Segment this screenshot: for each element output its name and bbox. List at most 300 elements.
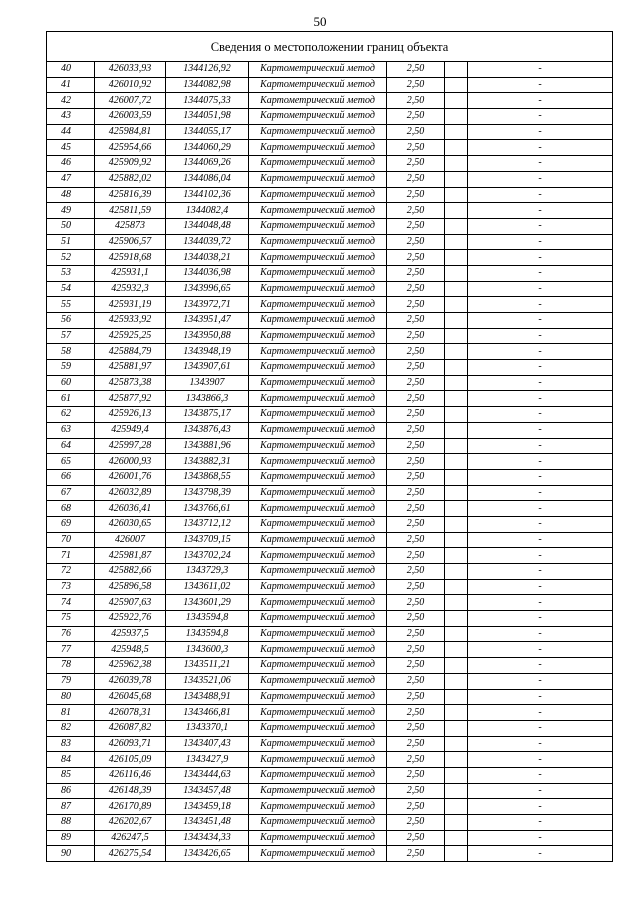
coordinate-y: 1343882,31 [166,454,249,470]
empty-cell [445,313,468,329]
note: - [468,720,613,736]
point-number: 65 [47,454,95,470]
accuracy: 2,50 [387,265,445,281]
point-number: 59 [47,360,95,376]
determination-method: Картометрический метод [249,171,387,187]
empty-cell [445,720,468,736]
table-row [47,407,613,423]
accuracy: 2,50 [387,454,445,470]
coordinate-y: 1343875,17 [166,407,249,423]
accuracy: 2,50 [387,203,445,219]
determination-method: Картометрический метод [249,407,387,423]
point-number: 77 [47,642,95,658]
point-number: 54 [47,281,95,297]
empty-cell [445,375,468,391]
coordinate-y: 1343466,81 [166,705,249,721]
coordinate-y: 1343611,02 [166,579,249,595]
point-number: 53 [47,265,95,281]
point-number: 69 [47,516,95,532]
coordinate-y: 1343950,88 [166,328,249,344]
determination-method: Картометрический метод [249,187,387,203]
determination-method: Картометрический метод [249,736,387,752]
note: - [468,454,613,470]
accuracy: 2,50 [387,846,445,862]
coordinate-y: 1343907 [166,375,249,391]
point-number: 56 [47,313,95,329]
table-row [47,548,613,564]
table-row [47,705,613,721]
coordinate-y: 1344086,04 [166,171,249,187]
table-row [47,438,613,454]
note: - [468,611,613,627]
accuracy: 2,50 [387,297,445,313]
empty-cell [445,124,468,140]
determination-method: Картометрический метод [249,595,387,611]
accuracy: 2,50 [387,407,445,423]
accuracy: 2,50 [387,93,445,109]
accuracy: 2,50 [387,579,445,595]
table-row [47,469,613,485]
note: - [468,673,613,689]
empty-cell [445,77,468,93]
determination-method: Картометрический метод [249,767,387,783]
note: - [468,846,613,862]
coordinate-x: 425906,57 [95,234,166,250]
point-number: 70 [47,532,95,548]
point-number: 64 [47,438,95,454]
accuracy: 2,50 [387,328,445,344]
coordinate-y: 1344075,33 [166,93,249,109]
coordinate-y: 1343594,8 [166,611,249,627]
note: - [468,109,613,125]
empty-cell [445,501,468,517]
coordinate-x: 425909,92 [95,156,166,172]
accuracy: 2,50 [387,77,445,93]
determination-method: Картометрический метод [249,626,387,642]
coordinate-x: 426001,76 [95,469,166,485]
note: - [468,485,613,501]
coordinate-x: 425873 [95,218,166,234]
determination-method: Картометрический метод [249,501,387,517]
note: - [468,689,613,705]
table-row [47,501,613,517]
coordinate-x: 425925,25 [95,328,166,344]
empty-cell [445,109,468,125]
note: - [468,297,613,313]
point-number: 88 [47,815,95,831]
table-row [47,611,613,627]
empty-cell [445,532,468,548]
empty-cell [445,344,468,360]
accuracy: 2,50 [387,673,445,689]
table-row [47,720,613,736]
determination-method: Картометрический метод [249,109,387,125]
empty-cell [445,328,468,344]
coordinate-y: 1343457,48 [166,783,249,799]
determination-method: Картометрический метод [249,203,387,219]
determination-method: Картометрический метод [249,752,387,768]
empty-cell [445,234,468,250]
empty-cell [445,642,468,658]
coordinate-y: 1344039,72 [166,234,249,250]
coordinate-x: 425918,68 [95,250,166,266]
accuracy: 2,50 [387,548,445,564]
determination-method: Картометрический метод [249,815,387,831]
empty-cell [445,846,468,862]
table-row [47,752,613,768]
note: - [468,642,613,658]
point-number: 73 [47,579,95,595]
coordinate-x: 425962,38 [95,658,166,674]
determination-method: Картометрический метод [249,438,387,454]
empty-cell [445,564,468,580]
note: - [468,344,613,360]
table-row [47,830,613,846]
note: - [468,595,613,611]
point-number: 52 [47,250,95,266]
table-row [47,156,613,172]
empty-cell [445,297,468,313]
determination-method: Картометрический метод [249,611,387,627]
point-number: 76 [47,626,95,642]
table-row [47,658,613,674]
coordinate-x: 425937,5 [95,626,166,642]
accuracy: 2,50 [387,767,445,783]
note: - [468,281,613,297]
determination-method: Картометрический метод [249,830,387,846]
coordinate-x: 426275,54 [95,846,166,862]
note: - [468,532,613,548]
coordinate-y: 1343881,96 [166,438,249,454]
coordinate-x: 425877,92 [95,391,166,407]
note: - [468,548,613,564]
coordinate-y: 1343729,3 [166,564,249,580]
point-number: 41 [47,77,95,93]
point-number: 58 [47,344,95,360]
determination-method: Картометрический метод [249,846,387,862]
coordinate-y: 1343434,33 [166,830,249,846]
empty-cell [445,469,468,485]
empty-cell [445,265,468,281]
point-number: 47 [47,171,95,187]
coordinate-x: 426007,72 [95,93,166,109]
table-row [47,265,613,281]
determination-method: Картометрический метод [249,77,387,93]
empty-cell [445,93,468,109]
accuracy: 2,50 [387,187,445,203]
table-row [47,109,613,125]
coordinate-y: 1343798,39 [166,485,249,501]
determination-method: Картометрический метод [249,313,387,329]
accuracy: 2,50 [387,156,445,172]
point-number: 62 [47,407,95,423]
point-number: 51 [47,234,95,250]
coordinate-x: 426010,92 [95,77,166,93]
coordinate-y: 1343951,47 [166,313,249,329]
empty-cell [445,658,468,674]
point-number: 48 [47,187,95,203]
note: - [468,234,613,250]
note: - [468,658,613,674]
accuracy: 2,50 [387,391,445,407]
table-row [47,313,613,329]
coordinate-y: 1343972,71 [166,297,249,313]
accuracy: 2,50 [387,375,445,391]
accuracy: 2,50 [387,689,445,705]
coordinate-x: 426247,5 [95,830,166,846]
accuracy: 2,50 [387,469,445,485]
coordinate-x: 425882,02 [95,171,166,187]
note: - [468,187,613,203]
determination-method: Картометрический метод [249,658,387,674]
note: - [468,626,613,642]
table-row [47,454,613,470]
empty-cell [445,281,468,297]
table-row [47,516,613,532]
empty-cell [445,736,468,752]
note: - [468,767,613,783]
coordinate-x: 425881,97 [95,360,166,376]
table-row [47,93,613,109]
coordinate-y: 1343511,21 [166,658,249,674]
coordinate-x: 426007 [95,532,166,548]
empty-cell [445,626,468,642]
note: - [468,218,613,234]
determination-method: Картометрический метод [249,250,387,266]
table-row [47,281,613,297]
coordinate-x: 425933,92 [95,313,166,329]
note: - [468,203,613,219]
coordinate-x: 426170,89 [95,799,166,815]
coordinate-x: 425954,66 [95,140,166,156]
point-number: 79 [47,673,95,689]
table-row [47,485,613,501]
determination-method: Картометрический метод [249,360,387,376]
table-row [47,391,613,407]
empty-cell [445,595,468,611]
accuracy: 2,50 [387,815,445,831]
table-body [47,62,613,862]
point-number: 46 [47,156,95,172]
table-row [47,234,613,250]
determination-method: Картометрический метод [249,297,387,313]
point-number: 43 [47,109,95,125]
point-number: 85 [47,767,95,783]
determination-method: Картометрический метод [249,62,387,78]
table-row [47,344,613,360]
coordinate-y: 1343370,1 [166,720,249,736]
determination-method: Картометрический метод [249,265,387,281]
table-row [47,77,613,93]
determination-method: Картометрический метод [249,281,387,297]
table-row [47,689,613,705]
coordinate-x: 425997,28 [95,438,166,454]
table-row [47,171,613,187]
note: - [468,375,613,391]
point-number: 63 [47,422,95,438]
accuracy: 2,50 [387,62,445,78]
empty-cell [445,407,468,423]
accuracy: 2,50 [387,783,445,799]
empty-cell [445,250,468,266]
coordinate-x: 426033,93 [95,62,166,78]
point-number: 71 [47,548,95,564]
coordinate-y: 1343600,3 [166,642,249,658]
coordinate-x: 426105,09 [95,752,166,768]
empty-cell [445,62,468,78]
accuracy: 2,50 [387,313,445,329]
coordinate-y: 1343866,3 [166,391,249,407]
coordinate-x: 426039,78 [95,673,166,689]
accuracy: 2,50 [387,218,445,234]
table-row [47,203,613,219]
determination-method: Картометрический метод [249,375,387,391]
point-number: 61 [47,391,95,407]
table-row [47,360,613,376]
point-number: 55 [47,297,95,313]
coordinate-y: 1343407,43 [166,736,249,752]
table-row [47,297,613,313]
table-row [47,783,613,799]
table-row [47,124,613,140]
accuracy: 2,50 [387,532,445,548]
table-row [47,799,613,815]
note: - [468,469,613,485]
coordinate-y: 1343702,24 [166,548,249,564]
empty-cell [445,218,468,234]
empty-cell [445,673,468,689]
determination-method: Картометрический метод [249,720,387,736]
empty-cell [445,799,468,815]
coordinate-x: 425811,59 [95,203,166,219]
point-number: 86 [47,783,95,799]
point-number: 40 [47,62,95,78]
note: - [468,360,613,376]
table-row [47,328,613,344]
accuracy: 2,50 [387,642,445,658]
empty-cell [445,767,468,783]
accuracy: 2,50 [387,720,445,736]
note: - [468,830,613,846]
coordinate-y: 1344082,98 [166,77,249,93]
table-row [47,218,613,234]
determination-method: Картометрический метод [249,516,387,532]
coordinate-x: 426148,39 [95,783,166,799]
coordinate-x: 425931,1 [95,265,166,281]
coordinate-y: 1343451,48 [166,815,249,831]
accuracy: 2,50 [387,438,445,454]
empty-cell [445,548,468,564]
coordinate-x: 425926,13 [95,407,166,423]
page-number: 50 [313,14,327,29]
coordinate-y: 1344126,92 [166,62,249,78]
accuracy: 2,50 [387,564,445,580]
coordinate-x: 426030,65 [95,516,166,532]
accuracy: 2,50 [387,658,445,674]
note: - [468,156,613,172]
empty-cell [445,156,468,172]
coordinate-x: 425882,66 [95,564,166,580]
empty-cell [445,360,468,376]
note: - [468,391,613,407]
point-number: 68 [47,501,95,517]
empty-cell [445,438,468,454]
coordinate-y: 1344036,98 [166,265,249,281]
coordinate-x: 426032,89 [95,485,166,501]
empty-cell [445,783,468,799]
coordinate-y: 1343876,43 [166,422,249,438]
accuracy: 2,50 [387,501,445,517]
determination-method: Картометрический метод [249,422,387,438]
point-number: 84 [47,752,95,768]
note: - [468,438,613,454]
note: - [468,736,613,752]
determination-method: Картометрический метод [249,579,387,595]
note: - [468,140,613,156]
coordinate-x: 426087,82 [95,720,166,736]
note: - [468,705,613,721]
coordinate-y: 1344038,21 [166,250,249,266]
note: - [468,250,613,266]
empty-cell [445,140,468,156]
coordinate-y: 1343907,61 [166,360,249,376]
table-row [47,736,613,752]
determination-method: Картометрический метод [249,548,387,564]
coordinate-x: 425984,81 [95,124,166,140]
coordinate-x: 425931,19 [95,297,166,313]
coordinate-x: 426003,59 [95,109,166,125]
coordinate-y: 1343766,61 [166,501,249,517]
determination-method: Картометрический метод [249,564,387,580]
coordinate-y: 1343427,9 [166,752,249,768]
coordinate-x: 425949,4 [95,422,166,438]
point-number: 72 [47,564,95,580]
table-title-row [47,32,613,62]
determination-method: Картометрический метод [249,799,387,815]
accuracy: 2,50 [387,611,445,627]
accuracy: 2,50 [387,124,445,140]
empty-cell [445,611,468,627]
coordinate-y: 1343444,63 [166,767,249,783]
determination-method: Картометрический метод [249,469,387,485]
determination-method: Картометрический метод [249,673,387,689]
note: - [468,328,613,344]
table-row [47,375,613,391]
coordinate-x: 425922,76 [95,611,166,627]
accuracy: 2,50 [387,360,445,376]
accuracy: 2,50 [387,485,445,501]
coordinate-x: 426000,93 [95,454,166,470]
coordinate-x: 425907,63 [95,595,166,611]
coordinate-y: 1343426,65 [166,846,249,862]
note: - [468,501,613,517]
coordinate-x: 426078,31 [95,705,166,721]
determination-method: Картометрический метод [249,344,387,360]
note: - [468,579,613,595]
table-row [47,187,613,203]
coordinate-x: 426093,71 [95,736,166,752]
determination-method: Картометрический метод [249,234,387,250]
point-number: 83 [47,736,95,752]
coordinate-y: 1343948,19 [166,344,249,360]
coordinate-y: 1343488,91 [166,689,249,705]
coordinate-x: 425884,79 [95,344,166,360]
empty-cell [445,579,468,595]
coordinate-x: 426116,46 [95,767,166,783]
determination-method: Картометрический метод [249,93,387,109]
empty-cell [445,705,468,721]
accuracy: 2,50 [387,626,445,642]
